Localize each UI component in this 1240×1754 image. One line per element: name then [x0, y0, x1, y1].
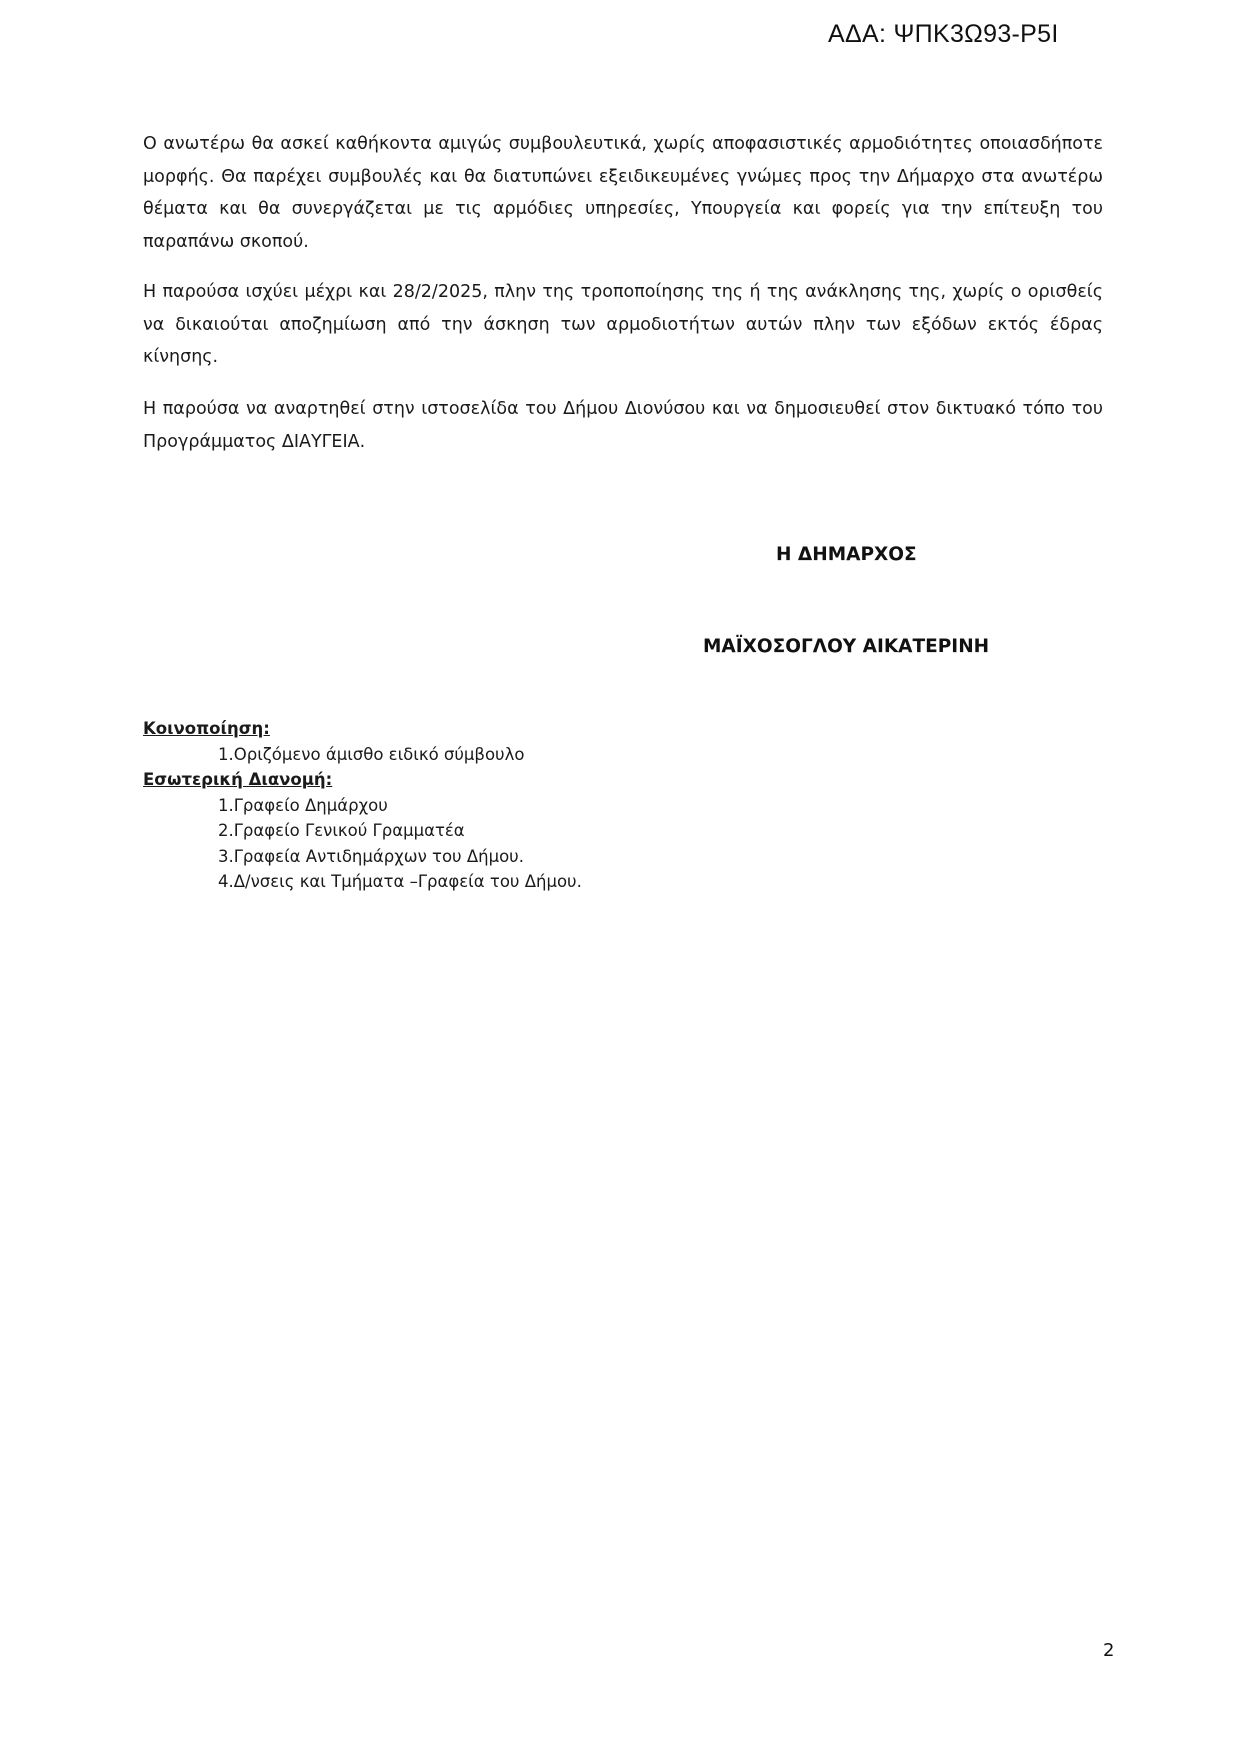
- signature-name: ΜΑΪΧΟΣΟΓΛΟΥ ΑΙΚΑΤΕΡΙΝΗ: [703, 636, 990, 657]
- internal-distribution-heading: Εσωτερική Διανομή:: [143, 770, 333, 789]
- distribution-block: [143, 716, 582, 895]
- notification-heading: Κοινοποίηση:: [143, 719, 270, 738]
- paragraph-advisory-duties: Ο ανωτέρω θα ασκεί καθήκοντα αμιγώς συμβουλευτικά, χωρίς αποφασιστικές αρμοδιότητες οποιασδήποτε μορφής. Θα παρέχει συμβουλές και θα διατυπώνει εξειδικευμένες γνώμες προς την Δήμαρχο στα ανωτέρω θέματα και θα συνεργάζεται με τις αρμόδιες υπηρεσίες, Υπουργεία και φορείς για την επίτευξη του παραπάνω σκοπού.: [143, 134, 1103, 252]
- page-number: 2: [1103, 1640, 1115, 1661]
- paragraph-publication: Η παρούσα να αναρτηθεί στην ιστοσελίδα του Δήμου Διονύσου και να δημοσιευθεί στον δικτυακό τόπο του Προγράμματος ΔΙΑΥΓΕΙΑ.: [143, 399, 1103, 452]
- ada-code: ΑΔΑ: ΨΠΚ3Ω93-Ρ5Ι: [828, 20, 1059, 48]
- internal-distribution-item: 4.Δ/νσεις και Τμήματα –Γραφεία του Δήμου.: [218, 872, 582, 891]
- internal-distribution-item: 2.Γραφείο Γενικού Γραμματέα: [218, 821, 465, 840]
- internal-distribution-item: 1.Γραφείο Δημάρχου: [218, 795, 388, 815]
- notification-item: 1.Οριζόμενο άμισθο ειδικό σύμβουλο: [218, 744, 525, 764]
- signature-title: Η ΔΗΜΑΡΧΟΣ: [776, 544, 917, 565]
- internal-distribution-item: 3.Γραφεία Αντιδημάρχων του Δήμου.: [218, 846, 524, 866]
- paragraph-validity: Η παρούσα ισχύει μέχρι και 28/2/2025, πλην της τροποποίησης της ή της ανάκλησης της, χωρίς ο ορισθείς να δικαιούται αποζημίωση από την άσκηση των αρμοδιοτήτων αυτών πλην των εξόδων εκτός έδρας κίνησης.: [143, 282, 1103, 367]
